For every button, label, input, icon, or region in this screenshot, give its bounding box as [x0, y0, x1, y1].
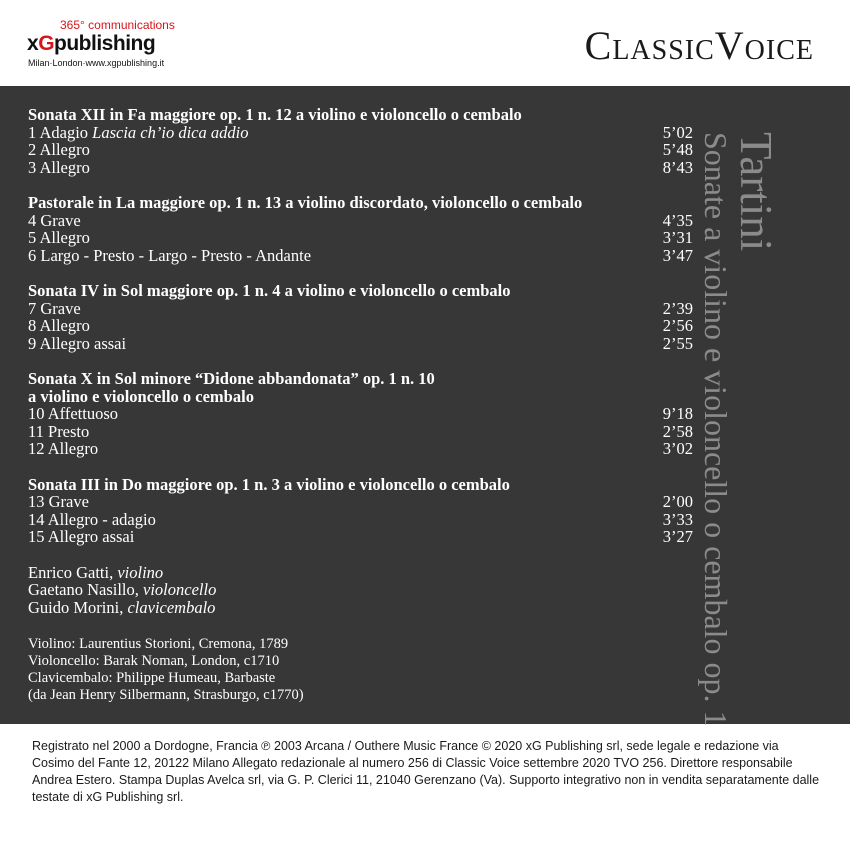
track-row	[28, 212, 693, 230]
work-title-continued: a violino e violoncello o cembalo	[28, 386, 254, 406]
tracklist-panel	[0, 86, 850, 727]
track-duration: 9’18	[662, 404, 693, 423]
classic-voice-brand: ClassicVoice	[584, 23, 814, 68]
logo-communications: 365° communications	[60, 18, 175, 32]
performer-role: clavicembalo	[127, 597, 216, 617]
track-label: 15 Allegro assai	[28, 527, 135, 546]
track-row	[28, 159, 693, 177]
work-title: Sonata III in Do maggiore op. 1 n. 3 a violino e violoncello o cembalo	[28, 474, 510, 494]
logo-x: x	[27, 32, 39, 55]
tracklist-content	[28, 106, 693, 704]
track-duration: 3’27	[662, 527, 693, 546]
track-duration: 4’35	[662, 210, 693, 230]
instrument-line: (da Jean Henry Silbermann, Strasburgo, c1770)	[28, 687, 304, 703]
track-row	[28, 440, 693, 458]
work-group	[28, 370, 693, 458]
work-title: Sonata XII in Fa maggiore op. 1 n. 12 a violino e violoncello o cembalo	[28, 105, 522, 124]
track-label: 14 Allegro - adagio	[28, 509, 156, 529]
performer: Guido Morini, clavicembalo	[28, 597, 216, 617]
track-duration: 2’00	[662, 492, 693, 511]
track-label: 7 Grave	[28, 298, 81, 318]
instrument-line: Violino: Laurentius Storioni, Cremona, 1789	[28, 636, 289, 652]
spine-title: Sonate a violino e violoncello o cembalo op. 1	[698, 132, 734, 727]
performer-role: violino	[117, 562, 164, 582]
track-duration: 3’31	[662, 228, 693, 247]
instrument-line: Violoncello: Barak Noman, London, c1710	[28, 653, 280, 669]
track-duration: 5’02	[662, 122, 693, 142]
header	[0, 0, 850, 86]
track-duration: 2’39	[662, 298, 693, 318]
track-row	[28, 317, 693, 335]
spine-text	[696, 132, 781, 727]
track-label: 13 Grave	[28, 492, 89, 511]
credits-footer: Registrato nel 2000 a Dordogne, Francia ℗ 2003 Arcana / Outhere Music France © 2020 xG Publishing srl, sede legale e redazione via Cosimo del Fante 12, 20122 Milano Allegato redazionale al numero 256 di Classic Voice settembre 2020 TVO 256. Direttore responsabile Andrea Estero. Stampa Duplas Avelca srl, via G. P. Clerici 11, 21040 Gerenzano (Va). Supporto integrativo non in vendita separatamente dalle testate di xG Publishing srl.	[32, 739, 820, 804]
performer: Enrico Gatti, violino	[28, 562, 164, 582]
track-label: 11 Presto	[28, 421, 90, 441]
work-title: Sonata IV in Sol maggiore op. 1 n. 4 a violino e violoncello o cembalo	[28, 281, 511, 300]
xg-publishing-logo	[20, 18, 180, 73]
track-label: 5 Allegro	[28, 228, 90, 247]
performer-role: violoncello	[143, 580, 217, 599]
logo-publishing: publishing	[54, 32, 156, 55]
track-duration: 2’56	[662, 316, 693, 335]
track-duration: 2’55	[662, 333, 693, 353]
track-row	[28, 335, 693, 353]
track-duration: 3’33	[662, 509, 693, 529]
track-label: 8 Allegro	[28, 316, 90, 335]
track-row	[28, 493, 693, 511]
track-row	[28, 528, 693, 546]
track-subtitle: Lascia ch’io dica addio	[92, 122, 249, 142]
logo-g: G	[38, 32, 55, 55]
track-row	[28, 511, 693, 529]
logo-wordmark	[27, 32, 155, 56]
track-row	[28, 124, 693, 142]
instrument-line: Clavicembalo: Philippe Humeau, Barbaste	[28, 670, 276, 686]
work-title: Pastorale in La maggiore op. 1 n. 13 a violino discordato, violoncello o cembalo	[28, 193, 583, 212]
track-duration: 3’02	[662, 439, 693, 458]
track-duration: 8’43	[662, 157, 693, 177]
track-duration: 5’48	[662, 140, 693, 159]
track-label: 10 Affettuoso	[28, 404, 118, 423]
track-row	[28, 247, 693, 265]
track-label: 9 Allegro assai	[28, 333, 127, 353]
track-label: 6 Largo - Presto - Largo - Presto - Andante	[28, 245, 312, 265]
track-label: 1 Adagio Lascia ch’io dica addio	[28, 122, 249, 142]
track-row	[28, 423, 693, 441]
track-duration: 3’47	[662, 245, 693, 265]
performer: Gaetano Nasillo, violoncello	[28, 580, 217, 599]
spine-composer: Tartini	[731, 132, 781, 252]
track-row	[28, 300, 693, 318]
track-label: 4 Grave	[28, 210, 81, 230]
track-row	[28, 141, 693, 159]
track-duration: 2’58	[662, 421, 693, 441]
track-row	[28, 405, 693, 423]
performers-list	[28, 564, 693, 617]
track-row	[28, 229, 693, 247]
logo-tagline: Milan·London·www.xgpublishing.it	[28, 58, 165, 68]
track-label: 12 Allegro	[28, 439, 99, 458]
work-title: Sonata X in Sol minore “Didone abbandonata” op. 1 n. 10	[28, 369, 435, 388]
instruments-list	[28, 636, 693, 704]
work-group	[28, 282, 693, 352]
track-label: 2 Allegro	[28, 140, 90, 159]
work-group	[28, 476, 693, 546]
work-group	[28, 194, 693, 264]
track-label: 3 Allegro	[28, 157, 90, 177]
work-group	[28, 106, 693, 176]
